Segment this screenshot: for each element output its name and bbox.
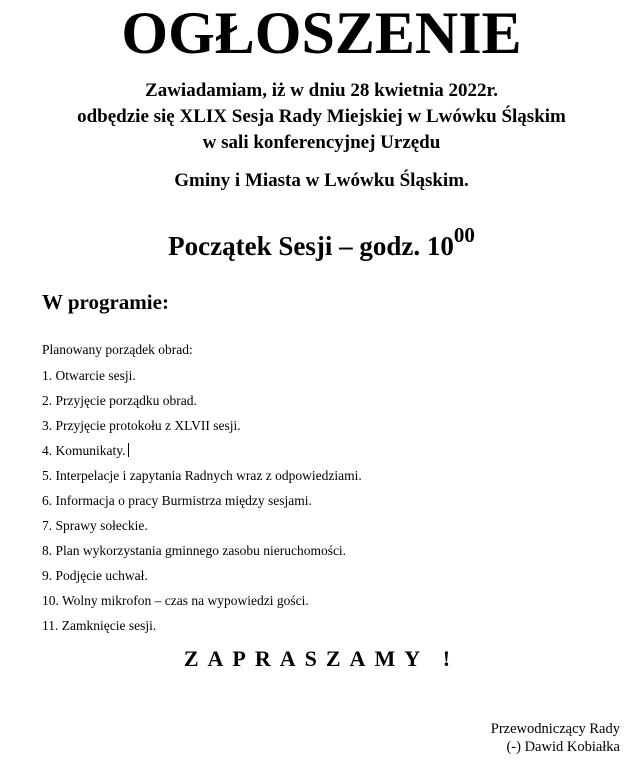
agenda-item-3 [42, 418, 643, 434]
agenda-item-8 [42, 543, 643, 559]
session-start-text: Początek Sesji – godz. 10 [168, 231, 454, 261]
agenda-item-text: 8. Plan wykorzystania gminnego zasobu nieruchomości. [42, 543, 347, 558]
agenda-item-9 [42, 568, 643, 584]
agenda-item-text: 2. Przyjęcie porządku obrad. [42, 393, 197, 408]
agenda-item-text: 7. Sprawy sołeckie. [42, 518, 148, 533]
agenda-item-2 [42, 393, 643, 409]
agenda-item-1 [42, 368, 643, 384]
agenda-item-text: 4. Komunikaty. [42, 443, 126, 458]
intro-line-4: Gminy i Miasta w Lwówku Śląskim. [174, 170, 469, 191]
agenda-intro: Planowany porządek obrad: [42, 342, 193, 357]
session-start-line: Początek Sesji – godz. 1000 [168, 223, 475, 261]
agenda-item-text: 1. Otwarcie sesji. [42, 368, 136, 383]
intro-paragraph [0, 78, 643, 156]
signature-block [0, 720, 620, 756]
agenda-item-text: 3. Przyjęcie protokołu z XLVII sesji. [42, 418, 241, 433]
document-title: OGŁOSZENIE [121, 0, 522, 66]
agenda-item-5 [42, 468, 643, 484]
closing-invitation: ZAPRASZAMY ! [183, 646, 460, 671]
program-heading: W programie: [42, 290, 169, 314]
agenda-item-text: 6. Informacja o pracy Burmistrza między sesjami. [42, 493, 312, 508]
signature-name: (-) Dawid Kobiałka [506, 739, 620, 755]
agenda-list [42, 368, 643, 634]
agenda-item-11 [42, 618, 643, 634]
agenda-item-4 [42, 443, 643, 459]
intro-line-1: Zawiadamiam, iż w dniu 28 kwietnia 2022r. [145, 80, 498, 101]
agenda-item-text: 10. Wolny mikrofon – czas na wypowiedzi gości. [42, 593, 309, 608]
agenda-item-text: 5. Interpelacje i zapytania Radnych wraz z odpowiedziami. [42, 468, 362, 483]
text-cursor [128, 443, 129, 457]
intro-line-2: odbędzie się XLIX Sesja Rady Miejskiej w Lwówku Śląskim [77, 106, 566, 127]
agenda-item-text: 11. Zamknięcie sesji. [42, 618, 157, 633]
agenda-item-6 [42, 493, 643, 509]
agenda-item-text: 9. Podjęcie uchwał. [42, 568, 148, 583]
agenda-item-7 [42, 518, 643, 534]
agenda-item-10 [42, 593, 643, 609]
signature-role: Przewodniczący Rady [490, 721, 620, 737]
intro-line-3: w sali konferencyjnej Urzędu [202, 132, 441, 153]
